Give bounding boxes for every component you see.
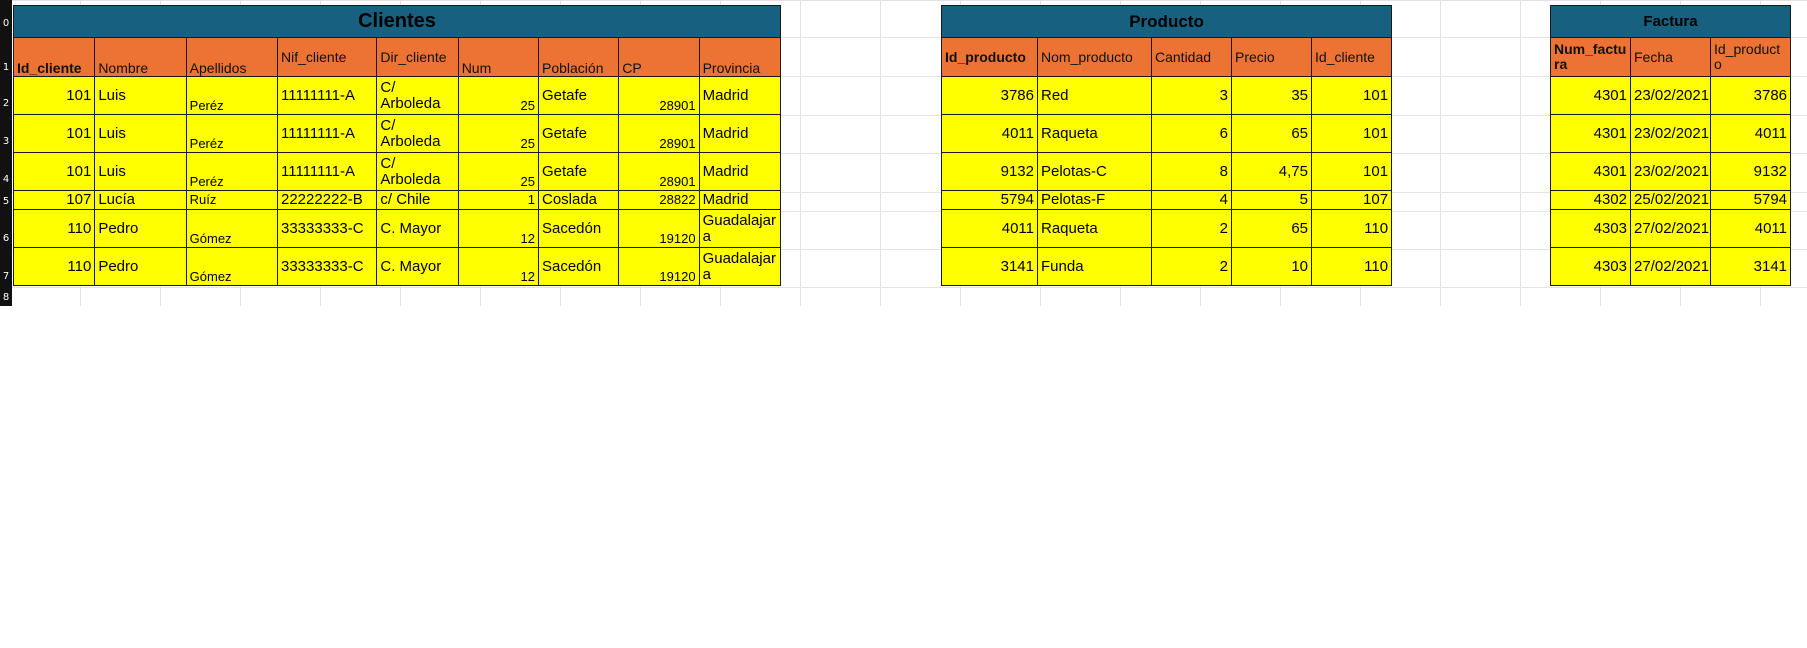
cell[interactable]: Raqueta	[1038, 115, 1152, 153]
table-row	[14, 248, 781, 286]
cell[interactable]: Lucía	[95, 191, 186, 210]
cell[interactable]: 3141	[1711, 248, 1791, 286]
cell[interactable]: 3141	[942, 248, 1038, 286]
cell[interactable]: Funda	[1038, 248, 1152, 286]
cell[interactable]: Luis	[95, 153, 186, 191]
cell[interactable]: Madrid	[699, 115, 780, 153]
table-row	[942, 210, 1392, 248]
cell[interactable]: 33333333-C	[278, 210, 377, 248]
table-row	[1551, 115, 1791, 153]
cell[interactable]: Coslada	[538, 191, 618, 210]
table-row	[942, 191, 1392, 210]
cell[interactable]: Gómez	[186, 248, 277, 286]
cell[interactable]: 12	[458, 210, 538, 248]
cell[interactable]: 4302	[1551, 191, 1631, 210]
cell[interactable]: 19120	[619, 248, 699, 286]
cell[interactable]: 25	[458, 77, 538, 115]
cell[interactable]: 22222222-B	[278, 191, 377, 210]
cell[interactable]: 65	[1232, 115, 1312, 153]
cell[interactable]: 101	[1312, 77, 1392, 115]
cell[interactable]: Getafe	[538, 115, 618, 153]
row-number[interactable]: 4	[2, 174, 10, 185]
table-row	[14, 191, 781, 210]
cell[interactable]: 2	[1152, 210, 1232, 248]
cell[interactable]: Madrid	[699, 191, 780, 210]
table-row	[1551, 248, 1791, 286]
header-apellidos[interactable]: Apellidos	[186, 38, 277, 77]
table-row	[14, 210, 781, 248]
cell[interactable]: 9132	[942, 153, 1038, 191]
cell[interactable]: Ruíz	[186, 191, 277, 210]
cell[interactable]: 28822	[619, 191, 699, 210]
clientes-title[interactable]: Clientes	[14, 6, 781, 38]
header-cp[interactable]: CP	[619, 38, 699, 77]
factura-table	[1550, 5, 1791, 286]
cell[interactable]: Peréz	[186, 115, 277, 153]
header-cantidad[interactable]: Cantidad	[1152, 38, 1232, 77]
cell[interactable]: 101	[14, 153, 95, 191]
cell[interactable]: 3	[1152, 77, 1232, 115]
cell[interactable]: 27/02/2021	[1631, 248, 1711, 286]
cell[interactable]: 11111111-A	[278, 115, 377, 153]
cell[interactable]: 110	[1312, 248, 1392, 286]
cell[interactable]: 11111111-A	[278, 77, 377, 115]
cell[interactable]: Luis	[95, 115, 186, 153]
row-number[interactable]: 7	[2, 271, 10, 282]
cell[interactable]: 33333333-C	[278, 248, 377, 286]
cell[interactable]: 9132	[1711, 153, 1791, 191]
header-provincia[interactable]: Provincia	[699, 38, 780, 77]
cell[interactable]: Pedro	[95, 248, 186, 286]
cell[interactable]: 110	[14, 248, 95, 286]
cell[interactable]: Red	[1038, 77, 1152, 115]
cell[interactable]: C/ Arboleda	[377, 115, 458, 153]
cell[interactable]: 101	[1312, 153, 1392, 191]
cell[interactable]: Guadalajara	[699, 248, 780, 286]
cell[interactable]: Getafe	[538, 77, 618, 115]
cell[interactable]: 11111111-A	[278, 153, 377, 191]
cell[interactable]: 3786	[1711, 77, 1791, 115]
cell[interactable]: Madrid	[699, 153, 780, 191]
cell[interactable]: 1	[458, 191, 538, 210]
row-number[interactable]: 5	[2, 196, 10, 207]
cell[interactable]: 2	[1152, 248, 1232, 286]
header-nif-cliente[interactable]: Nif_cliente	[278, 38, 377, 77]
table-row	[942, 77, 1392, 115]
cell[interactable]: 4011	[1711, 210, 1791, 248]
table-row	[942, 153, 1392, 191]
cell[interactable]: 4301	[1551, 153, 1631, 191]
cell[interactable]: 25/02/2021	[1631, 191, 1711, 210]
cell[interactable]: 25	[458, 153, 538, 191]
header-nom-producto[interactable]: Nom_producto	[1038, 38, 1152, 77]
cell[interactable]: 28901	[619, 115, 699, 153]
cell[interactable]: 25	[458, 115, 538, 153]
cell[interactable]: C/ Arboleda	[377, 153, 458, 191]
cell[interactable]: 23/02/2021	[1631, 153, 1711, 191]
cell[interactable]: Pelotas-C	[1038, 153, 1152, 191]
cell[interactable]: 5794	[1711, 191, 1791, 210]
cell[interactable]: 3786	[942, 77, 1038, 115]
cell[interactable]: 4303	[1551, 210, 1631, 248]
cell[interactable]: 35	[1232, 77, 1312, 115]
table-row	[1551, 210, 1791, 248]
cell[interactable]: Pelotas-F	[1038, 191, 1152, 210]
cell[interactable]: 110	[14, 210, 95, 248]
cell[interactable]: 10	[1232, 248, 1312, 286]
factura-title[interactable]: Factura	[1551, 6, 1791, 38]
header-id-cliente[interactable]: Id_cliente	[1312, 38, 1392, 77]
cell[interactable]: 4011	[942, 210, 1038, 248]
row-number[interactable]: 0	[2, 18, 10, 29]
cell[interactable]: Peréz	[186, 153, 277, 191]
cell[interactable]: 5794	[942, 191, 1038, 210]
cell[interactable]: c/ Chile	[377, 191, 458, 210]
header-num[interactable]: Num	[458, 38, 538, 77]
cell[interactable]: Guadalajara	[699, 210, 780, 248]
row-number[interactable]: 1	[2, 62, 10, 73]
cell[interactable]: Pedro	[95, 210, 186, 248]
row-number[interactable]: 6	[2, 233, 10, 244]
cell[interactable]: Sacedón	[538, 248, 618, 286]
cell[interactable]: 110	[1312, 210, 1392, 248]
header-id-producto[interactable]: Id_producto	[942, 38, 1038, 77]
cell[interactable]: Madrid	[699, 77, 780, 115]
cell[interactable]: C. Mayor	[377, 210, 458, 248]
cell[interactable]: 19120	[619, 210, 699, 248]
cell[interactable]: 23/02/2021	[1631, 115, 1711, 153]
cell[interactable]: 107	[1312, 191, 1392, 210]
header-num-factura[interactable]: Num_factura	[1551, 38, 1631, 77]
cell[interactable]: 28901	[619, 153, 699, 191]
table-row	[942, 248, 1392, 286]
cell[interactable]: 28901	[619, 77, 699, 115]
producto-title[interactable]: Producto	[942, 6, 1392, 38]
cell[interactable]: Luis	[95, 77, 186, 115]
cell[interactable]: Getafe	[538, 153, 618, 191]
table-row	[942, 115, 1392, 153]
cell[interactable]: 4011	[942, 115, 1038, 153]
cell[interactable]: Raqueta	[1038, 210, 1152, 248]
cell[interactable]: 4303	[1551, 248, 1631, 286]
producto-table	[941, 5, 1392, 286]
cell[interactable]: 107	[14, 191, 95, 210]
cell[interactable]: 23/02/2021	[1631, 77, 1711, 115]
table-row	[1551, 191, 1791, 210]
table-row	[14, 153, 781, 191]
table-row	[1551, 77, 1791, 115]
clientes-table	[13, 5, 781, 286]
cell[interactable]: Sacedón	[538, 210, 618, 248]
cell[interactable]: C/ Arboleda	[377, 77, 458, 115]
row-number-column[interactable]	[0, 0, 12, 306]
cell[interactable]: Peréz	[186, 77, 277, 115]
cell[interactable]: 101	[1312, 115, 1392, 153]
table-row	[1551, 153, 1791, 191]
row-number[interactable]: 8	[2, 292, 10, 303]
cell[interactable]: 4	[1152, 191, 1232, 210]
header-fecha[interactable]: Fecha	[1631, 38, 1711, 77]
cell[interactable]: 12	[458, 248, 538, 286]
cell[interactable]: 4,75	[1232, 153, 1312, 191]
header-id-cliente[interactable]: Id_cliente	[14, 38, 95, 77]
header-nombre[interactable]: Nombre	[95, 38, 186, 77]
cell[interactable]: 101	[14, 77, 95, 115]
cell[interactable]: 4301	[1551, 77, 1631, 115]
row-number[interactable]: 2	[2, 98, 10, 109]
header-id-producto[interactable]: Id_producto	[1711, 38, 1791, 77]
cell[interactable]: 101	[14, 115, 95, 153]
row-number[interactable]: 3	[2, 136, 10, 147]
cell[interactable]: 27/02/2021	[1631, 210, 1711, 248]
cell[interactable]: 4011	[1711, 115, 1791, 153]
cell[interactable]: 5	[1232, 191, 1312, 210]
cell[interactable]: 6	[1152, 115, 1232, 153]
header-dir-cliente[interactable]: Dir_cliente	[377, 38, 458, 77]
table-row	[14, 115, 781, 153]
cell[interactable]: 4301	[1551, 115, 1631, 153]
cell[interactable]: 8	[1152, 153, 1232, 191]
cell[interactable]: C. Mayor	[377, 248, 458, 286]
header-poblacion[interactable]: Población	[538, 38, 618, 77]
cell[interactable]: Gómez	[186, 210, 277, 248]
cell[interactable]: 65	[1232, 210, 1312, 248]
table-row	[14, 77, 781, 115]
header-precio[interactable]: Precio	[1232, 38, 1312, 77]
